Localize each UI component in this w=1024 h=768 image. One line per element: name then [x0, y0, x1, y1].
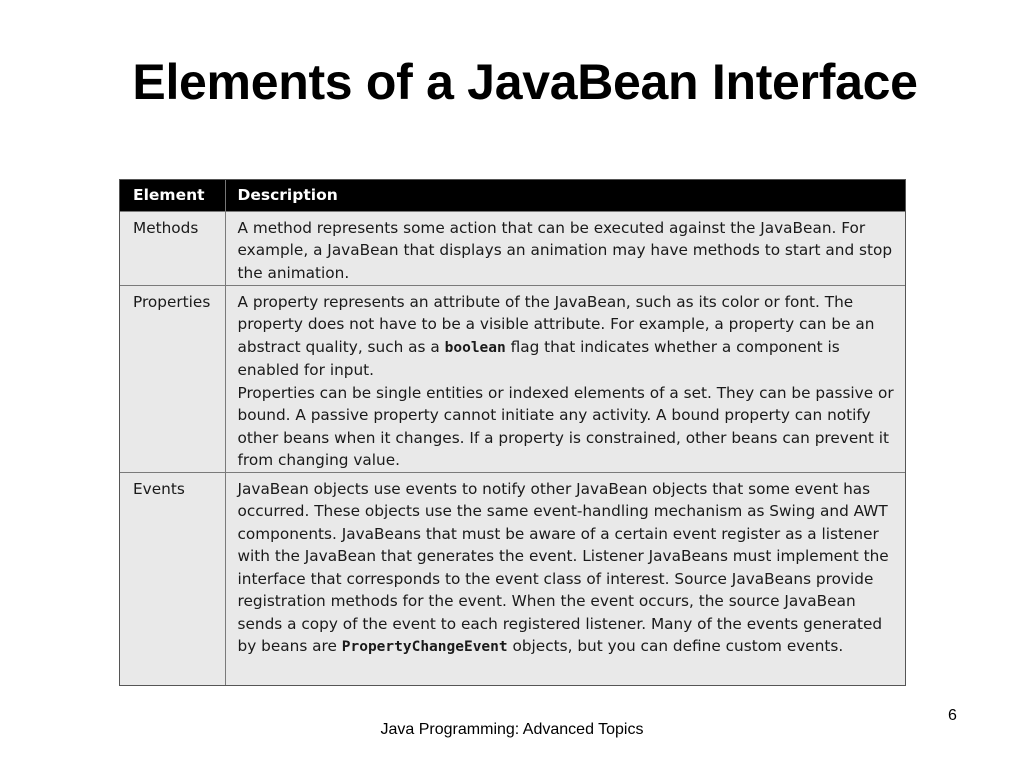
- description-cell-methods: [225, 211, 905, 285]
- element-cell-methods: Methods: [120, 211, 225, 285]
- header-element: Element: [120, 180, 225, 211]
- methods-description: A method represents some action that can be executed against the JavaBean. For example, a JavaBean that displays an animation may have methods to start and stop the animation.: [237, 218, 893, 282]
- properties-description-part-3: Properties can be single entities or indexed elements of a set. They can be passive or bound. A passive property cannot initiate any activity. A bound property can notify other beans when it changes. If a property is constrained, other beans can prevent it from changing value.: [237, 383, 894, 469]
- element-cell-properties: Properties: [120, 285, 225, 472]
- elements-table: [120, 180, 905, 686]
- element-cell-events: Events: [120, 472, 225, 686]
- footer-text: Java Programming: Advanced Topics: [380, 721, 644, 738]
- header-description: Description: [225, 180, 905, 211]
- properties-description-part-1: A property represents an attribute of the JavaBean, such as its color or font. The property does not have to be a visible attribute. For example, a property can be an abstract quality, such as a: [237, 292, 875, 356]
- table-row: [120, 472, 905, 686]
- properties-description-part-2: flag that indicates whether a component is enabled for input.: [237, 337, 840, 379]
- table-row: [120, 285, 905, 472]
- slide-title: Elements of a JavaBean Interface: [132, 54, 918, 110]
- description-cell-properties: [225, 285, 905, 472]
- events-description-part-1: JavaBean objects use events to notify other JavaBean objects that some event has occurred. These objects use the same event-handling mechanism as Swing and AWT components. JavaBeans that must be aware of a certain event register as a listener with the JavaBean that generates the event. Listener JavaBeans must implement the interface that corresponds to the event class of interest. Source JavaBeans provide registration methods for the event. When the event occurs, the source JavaBean sends a copy of the event to each registered listener. Many of the events generated by beans are: [237, 479, 889, 655]
- boolean-code: boolean: [444, 339, 506, 356]
- table-row: [120, 211, 905, 285]
- property-change-event-code: PropertyChangeEvent: [341, 639, 508, 655]
- elements-table-container: [119, 179, 906, 686]
- table-header-row: [120, 180, 905, 211]
- description-cell-events: [225, 472, 905, 686]
- page-number: 6: [948, 707, 957, 724]
- events-description-part-2: objects, but you can define custom events.: [507, 637, 844, 655]
